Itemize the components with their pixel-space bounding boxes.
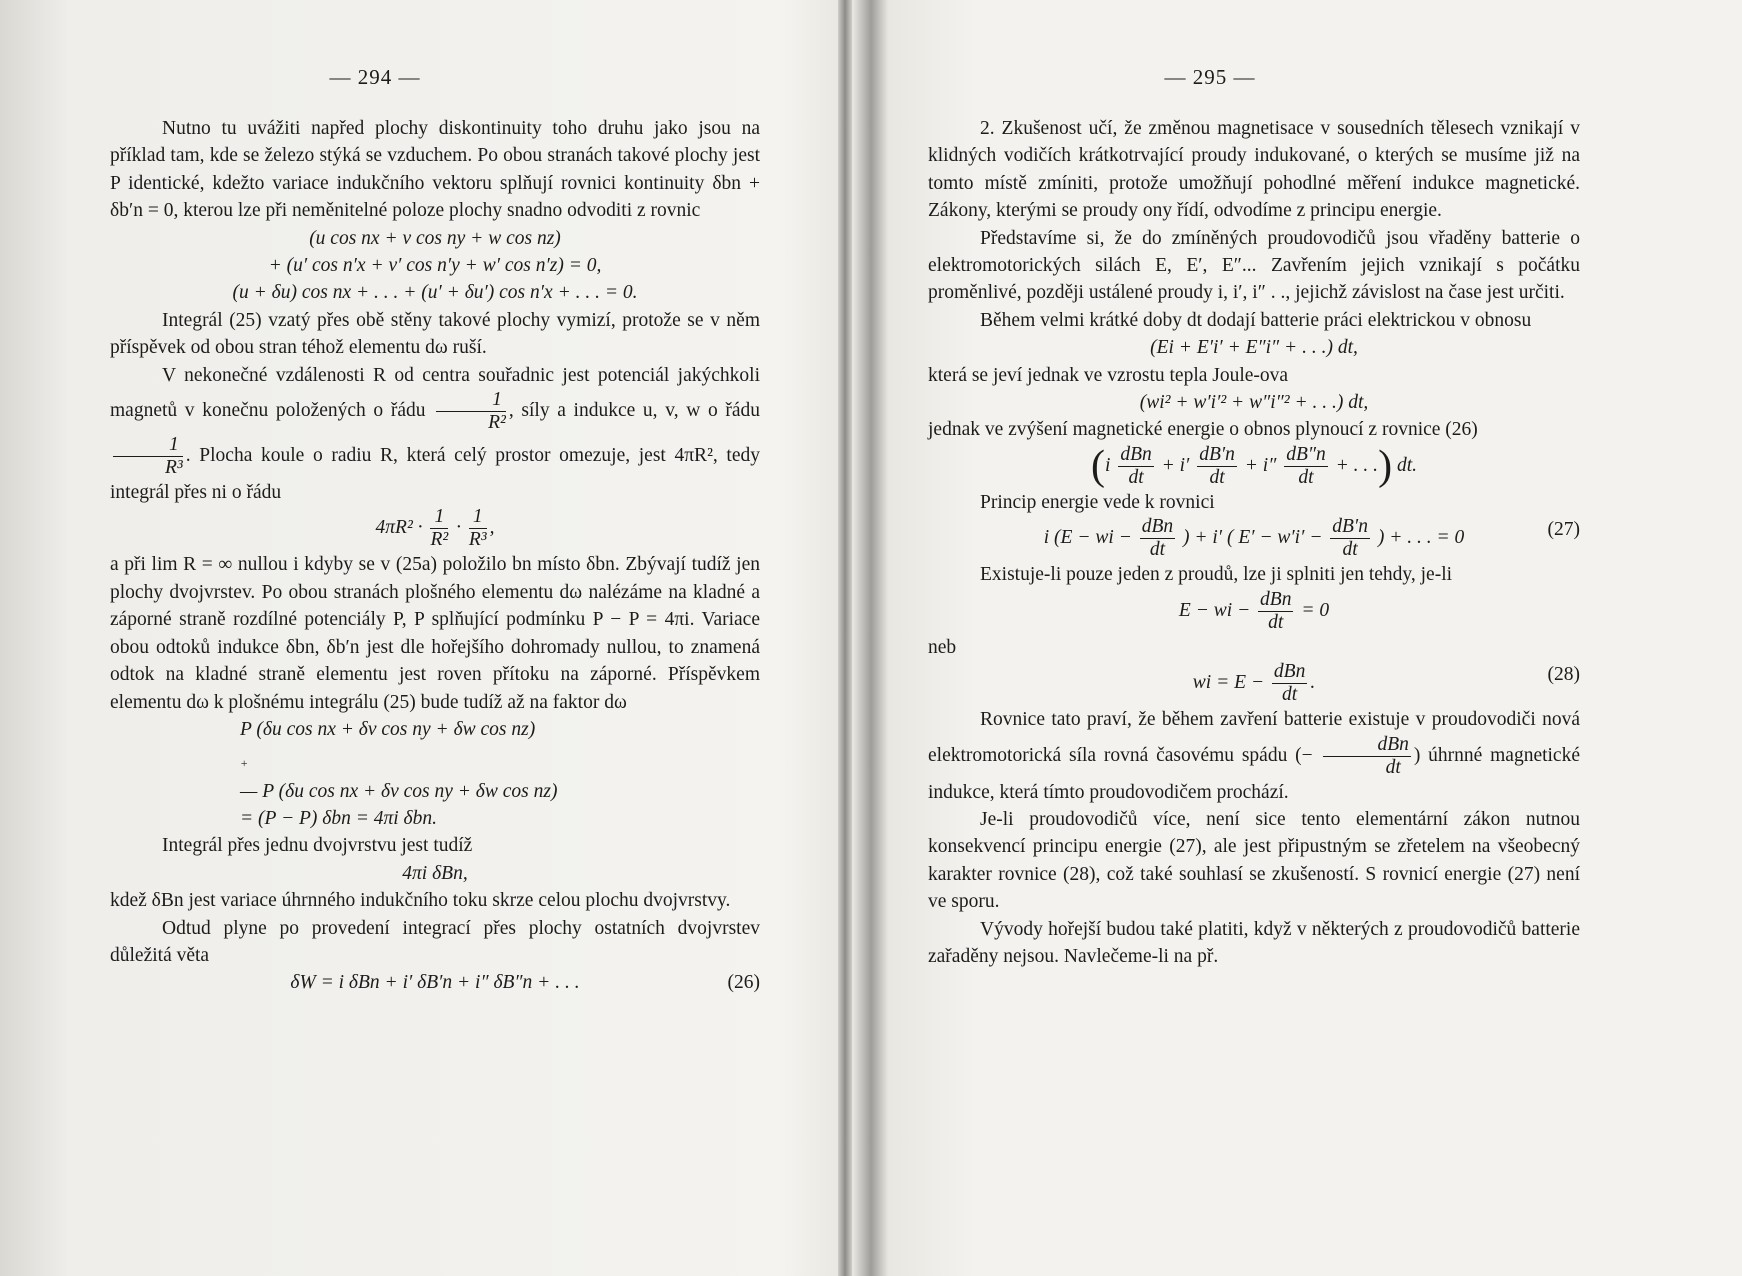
equation: (Ei + E′i′ + E″i″ + . . .) dt,	[1150, 337, 1358, 359]
paragraph: a při lim R = ∞ nullou i kdyby se v (25a) položilo bn místo δbn. Zbývají tudíž jen plochy dvojvrstev. Po obou stranách plošného elementu dω nalézáme na kladné a záporné straně rozdílné potenciály P, P splňující podmínku P − P = 4πi. Variace obou odtoků indukce δbn, δb′n jest dle hořejšího dohromady nullou, to znamená odtok na kladné straně elementu jest roven přítoku na záporné. Příspěvkem elementu dω k plošnému integrálu (25) bude tudíž až na faktor dω	[110, 554, 760, 713]
paragraph: Integrál přes jednu dvojvrstvu jest tudíž	[162, 835, 473, 857]
equation: wi = E − $\frac{\text{dBn}}{dt}$ . (28)	[1192, 661, 1580, 706]
equation: +	[240, 756, 249, 771]
text: . Plocha koule o radiu R, která celý prostor omezuje, jest 4πR², tedy integrál přes ni o řádu	[110, 445, 760, 504]
right-page	[928, 0, 1580, 1276]
equation: P (δu cos nx + δv cos ny + δw cos nz)	[240, 718, 536, 740]
paragraph: Integrál (25) vzatý přes obě stěny takové plochy vymizí, protože se v něm příspěvek od obou stran téhož elementu dω ruší.	[110, 309, 760, 359]
equation: δW = i δBn + i′ δB′n + i″ δB″n + . . . (26)	[110, 969, 760, 996]
equation: 4πR² · $\frac{1}{\text{R²}}$ · $\frac{1}{\text{R³}}$ ,	[375, 506, 495, 551]
equation: 4πi δBn,	[402, 862, 468, 884]
paragraph: Během velmi krátké doby dt dodají batterie práci elektrickou v obnosu	[980, 309, 1532, 331]
equation-number: (27)	[1547, 519, 1580, 541]
equation: i (E − wi − $\frac{\text{dBn}}{dt}$ ) + i′ ( E′ − w′i′ − $\frac{dB'n}{dt}$ ) + . . . = 0 (27)	[1043, 516, 1580, 561]
equation: (u cos nx + v cos ny + w cos nz)	[309, 227, 561, 249]
paragraph	[110, 362, 760, 507]
equation: (i $\frac{\text{dBn}}{dt}$ + i′ $\frac{dB'n}{dt}$ + i″ $\frac{dB''n}{dt}$ + . . .) dt.	[1091, 442, 1417, 489]
paragraph: Odtud plyne po provedení integrací přes plochy ostatních dvojvrstev důležitá věta	[110, 917, 760, 967]
right-page-body	[928, 115, 1580, 970]
paragraph: Nutno tu uvážiti napřed plochy diskontinuity toho druhu jako jsou na příklad tam, kde se železo stýká se vzduchem. Po obou stranách takové plochy jest P identické, kdežto variace indukčního vektoru splňují rovnici kontinuity δbn + δb′n = 0, kterou lze při neměnitelné poloze plochy snadno odvoditi z rovnic	[110, 118, 760, 222]
paragraph: Je-li proudovodičů více, není sice tento elementární zákon nutnou konsekvencí principu energie (27), ale jest připustným se zřetelem na všeobecný karakter rovnice (28), což také souhlasí se zkušeností. S rovnicí energie (27) není ve sporu.	[928, 808, 1580, 913]
paragraph: Vývody hořejší budou také platiti, když v některých z proudovodičů batterie zařaděny nejsou. Navlečeme-li na př.	[928, 918, 1580, 967]
paragraph: neb	[928, 636, 957, 658]
page-number-left: — 294 —	[329, 65, 421, 89]
paragraph: která se jeví jednak ve vzrostu tepla Joule-ova	[928, 364, 1289, 386]
equation-number: (26)	[727, 972, 760, 994]
paragraph: kdež δBn jest variace úhrnného indukčního toku skrze celou plochu dvojvrstvy.	[110, 890, 731, 912]
paragraph: Představíme si, že do zmíněných proudovodičů jsou vřaděny batterie o elektromotorických silách E, E′, E″... Zavřením jejich vznikají s počátku proměnlivé, později ustálené proudy i, i′, i″ . ., jejichž závislost na čase jest určiti.	[928, 227, 1580, 304]
page-number-right: — 295 —	[1164, 65, 1256, 89]
paragraph: 2. Zkušenost učí, že změnou magnetisace v sousedních tělesech vznikají v klidných vodičích krátkotrvající proudy indukované, o kterých se musíme již na tomto místě zmíniti, protože umožňují pohodlné měření indukce magnetické. Zákony, kterými se proudy ony řídí, odvodíme z principu energie.	[928, 118, 1580, 222]
paragraph: Rovnice tato praví, že během zavření batterie existuje v proudovodiči nová elektromotorická síla rovná časovému spádu (− $\frac{\text{dBn}}{dt}$ ) úhrnné magnetické indukce, která tímto proudovodičem prochází.	[928, 709, 1580, 803]
paragraph: Existuje-li pouze jeden z proudů, lze ji splniti jen tehdy, je-li	[980, 564, 1453, 586]
left-page	[110, 0, 760, 1276]
text: , síly a indukce u, v, w o řádu	[508, 400, 760, 422]
fraction: $\frac{1}{\text{R³}}$	[113, 434, 183, 479]
paragraph: Princip energie vede k rovnici	[980, 491, 1215, 513]
equation: + (u′ cos n′x + v′ cos n′y + w′ cos n′z) = 0,	[268, 255, 602, 277]
equation-number: (28)	[1547, 664, 1580, 686]
text: V nekonečné vzdálenosti R od centra souřadnic jest potenciál jakýchkoli magnetů v konečnu položených o řádu	[110, 364, 760, 422]
left-page-body	[110, 115, 760, 997]
equation: E − wi − $\frac{\text{dBn}}{dt}$ = 0	[1178, 588, 1330, 633]
equation: — P (δu cos nx + δv cos ny + δw cos nz)	[240, 780, 558, 802]
paragraph: jednak ve zvýšení magnetické energie o obnos plynoucí z rovnice (26)	[928, 419, 1478, 441]
equation: (u + δu) cos nx + . . . + (u′ + δu′) cos n′x + . . . = 0.	[232, 282, 638, 304]
equation: = (P − P) δbn = 4πi δbn.	[240, 808, 437, 830]
fraction: $\frac{1}{\text{R²}}$	[436, 389, 506, 434]
book-gutter	[838, 0, 852, 1276]
equation: (wi² + w′i′² + w″i″² + . . .) dt,	[1139, 392, 1369, 414]
